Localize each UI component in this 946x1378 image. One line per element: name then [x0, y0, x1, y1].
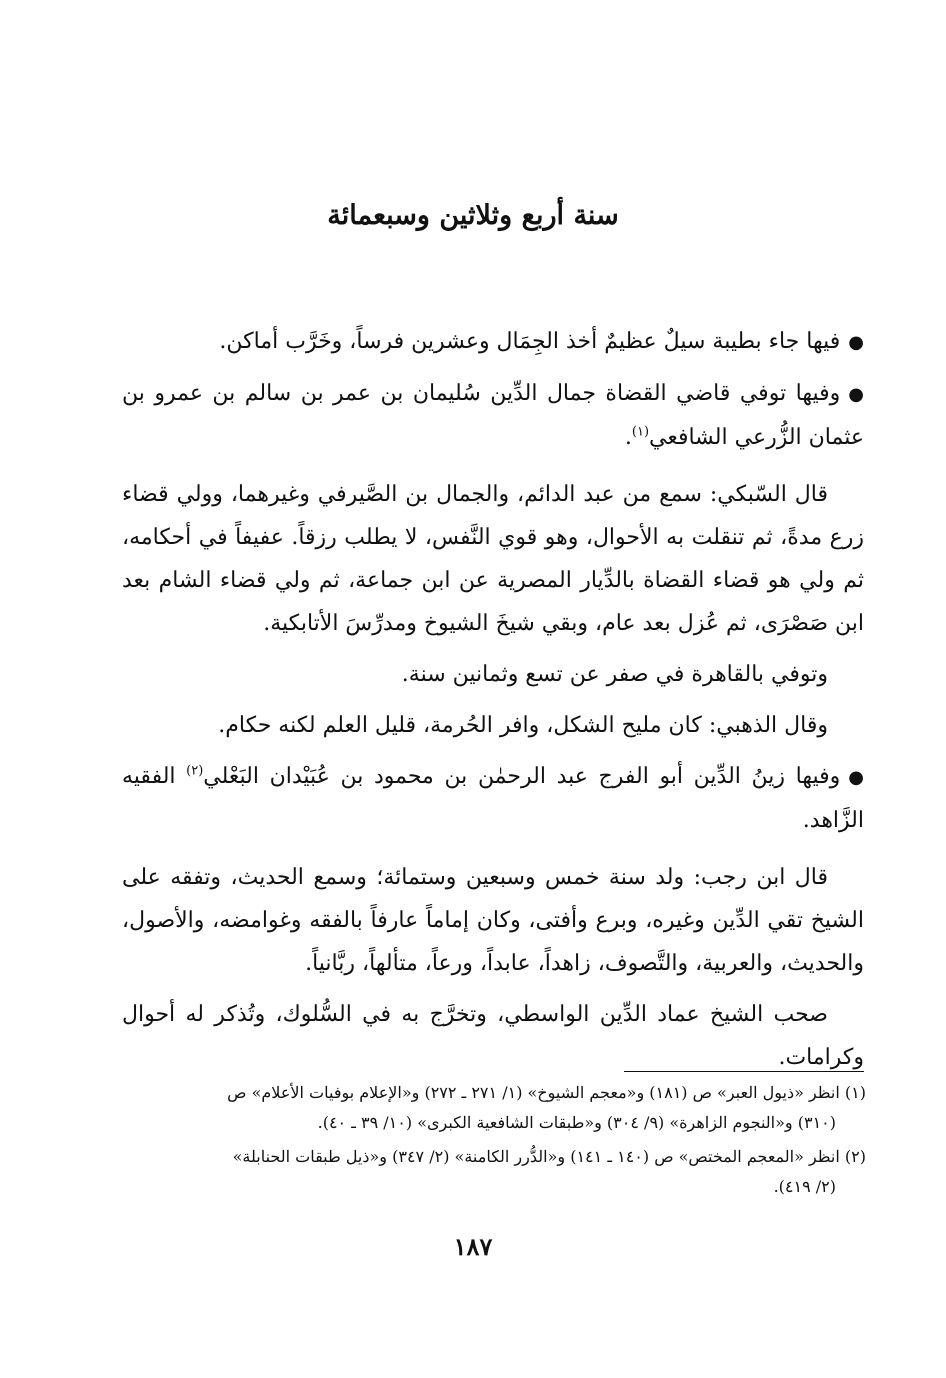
- main-text: [122, 320, 864, 1087]
- footnote-2: [100, 1142, 866, 1202]
- paragraph-end: الفقيه الزَّاهد.: [122, 764, 864, 833]
- bullet-dot-icon: ●: [848, 384, 864, 405]
- paragraph-companionship: صحب الشيخ عماد الدِّين الواسطي، وتخرَّج به في السُّلوك، وتُذكر له أحوال وكرامات.: [122, 1002, 864, 1070]
- footnote-ref[interactable]: (١): [631, 424, 650, 440]
- paragraph-end: .: [624, 425, 632, 450]
- paragraph-flood: [122, 320, 864, 364]
- footnotes: [100, 1078, 866, 1206]
- footnote-line: (٣١٠) و«النجوم الزاهرة» (٩/ ٣٠٤) و«طبقات الشافعية الكبرى» (١٠/ ٣٩ ـ ٤٠).: [317, 1113, 836, 1132]
- footnote-line: (٢) انظر «المعجم المختص» ص (١٤٠ ـ ١٤١) و«الدُّرر الكامنة» (٢/ ٣٤٧) و«ذيل طبقات الحنابلة»: [232, 1147, 866, 1166]
- paragraph-death-sulayman: [122, 372, 864, 459]
- footnote-1: [100, 1078, 866, 1138]
- footnote-line: (١) انظر «ذيول العبر» ص (١٨١) و«معجم الشيوخ» (١/ ٢٧١ ـ ٢٧٢) و«الإعلام بوفيات الأعلام» ص: [227, 1083, 866, 1102]
- paragraph-dhahabi-quote: وقال الذهبي: كان مليح الشكل، وافر الحُرمة، قليل العلم لكنه حكام.: [218, 713, 828, 738]
- page-title: سنة أربع وثلاثين وسبعمائة: [327, 200, 619, 231]
- paragraph-death-date: وتوفي بالقاهرة في صفر عن تسع وثمانين سنة.: [401, 662, 828, 687]
- paragraph-text: فيها جاء بطيبة سيلٌ عظيمٌ أخذ الجِمَال وعشرين فرساً، وخَرَّب أماكن.: [219, 329, 841, 354]
- paragraph-ibn-rajab-quote: قال ابن رجب: ولد سنة خمس وسبعين وستمائة؛ وسمع الحديث، وتفقه على الشيخ تقي الدِّين وغيره، وبرع وأفتى، وكان إماماً عارفاً بالفقه وغوامضه، والأصول، والحديث، والعربية، والتَّصوف، زاهداً، عابداً، ورعاً، متألهاً، ربَّانياً.: [122, 865, 864, 976]
- footnote-line: (٢/ ٤١٩).: [773, 1177, 836, 1196]
- page-number: ١٨٧: [453, 1232, 493, 1261]
- footnote-ref[interactable]: (٢): [186, 763, 204, 779]
- paragraph-text: وفيها توفي قاضي القضاة جمال الدِّين سُليمان بن عمر بن سالم بن عمرو بن عثمان الزُّرعي الشافعي: [122, 381, 864, 450]
- bullet-dot-icon: ●: [848, 767, 864, 788]
- paragraph-subki-quote: قال السّبكي: سمع من عبد الدائم، والجمال بن الصَّيرفي وغيرهما، وولي قضاء زرع مدةً، ثم تنقلت به الأحوال، وهو قوي النَّفس، لا يطلب رزقاً. عفيفاً في أحكامه، ثم ولي هو قضاء القضاة بالدِّيار المصرية عن ابن جماعة، ثم ولي قضاء الشام بعد ابن صَصْرَى، ثم عُزل بعد عام، وبقي شيخَ الشيوخ ومدرِّسَ الأتابكية.: [122, 482, 864, 636]
- paragraph-death-zayn: [122, 755, 864, 842]
- bullet-dot-icon: ●: [848, 332, 864, 353]
- footnote-divider: [624, 1071, 864, 1072]
- paragraph-text: وفيها زينُ الدِّين أبو الفرج عبد الرحمٰن بن محمود بن عُبَيْدان البَعْلي: [203, 764, 841, 789]
